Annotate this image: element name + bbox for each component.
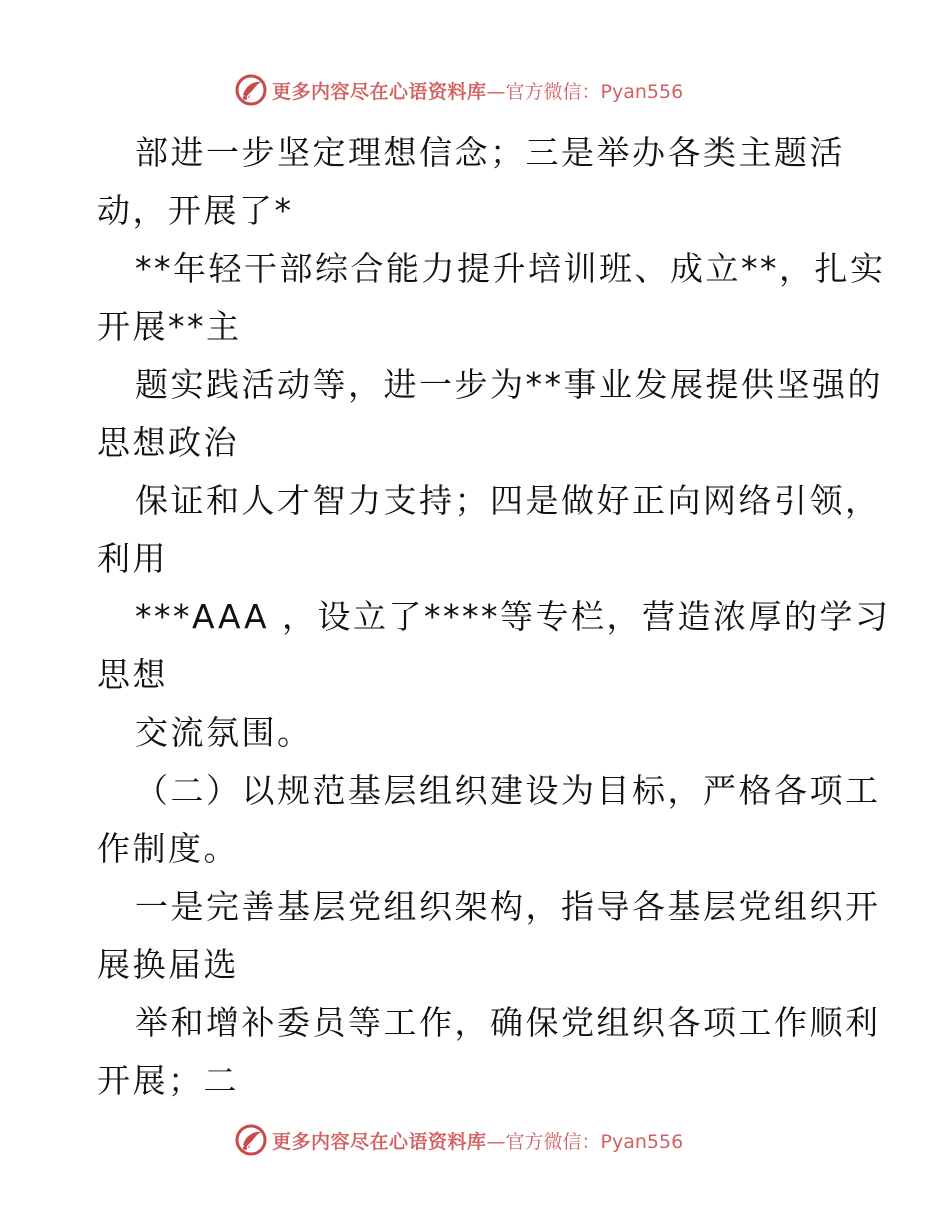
section-heading: （二）以规范基层组织建设为目标，严格各项工: [135, 771, 881, 810]
brand-logo-icon: [234, 1123, 268, 1157]
text-line: 题实践活动等，进一步为**事业发展提供坚强的: [135, 365, 883, 404]
text-line: **年轻干部综合能力提升培训班、成立**，扎实: [135, 249, 886, 288]
text-line: 部进一步坚定理想信念；三是举办各类主题活: [135, 133, 845, 172]
body-text: [97, 124, 891, 1110]
brand-logo-icon: [234, 73, 268, 107]
text-line: 展换届选: [97, 945, 239, 984]
footer-watermark: [234, 1122, 683, 1158]
watermark-contact-text: —官方微信：Pyan556: [486, 80, 684, 103]
text-line: 利用: [97, 539, 168, 578]
watermark-contact-text: —官方微信：Pyan556: [486, 1130, 684, 1153]
header-watermark: [234, 72, 683, 108]
text-line: 开展；二: [97, 1061, 239, 1100]
text-line: 交流氛围。: [135, 713, 313, 752]
text-line: 开展**主: [97, 307, 242, 346]
text-line: 思想政治: [97, 423, 239, 462]
text-line: 保证和人才智力支持；四是做好正向网络引领，: [135, 481, 881, 520]
text-line: 思想: [97, 655, 168, 694]
text-line: 举和增补委员等工作，确保党组织各项工作顺利: [135, 1003, 881, 1042]
watermark-brand-text: 更多内容尽在心语资料库: [272, 80, 487, 103]
watermark-brand-text: 更多内容尽在心语资料库: [272, 1130, 487, 1153]
text-line: 动，开展了*: [97, 191, 294, 230]
text-line: 一是完善基层党组织架构，指导各基层党组织开: [135, 887, 881, 926]
text-line: 作制度。: [97, 829, 239, 868]
text-line: ***AAA ，设立了****等专栏，营造浓厚的学习: [135, 597, 891, 636]
